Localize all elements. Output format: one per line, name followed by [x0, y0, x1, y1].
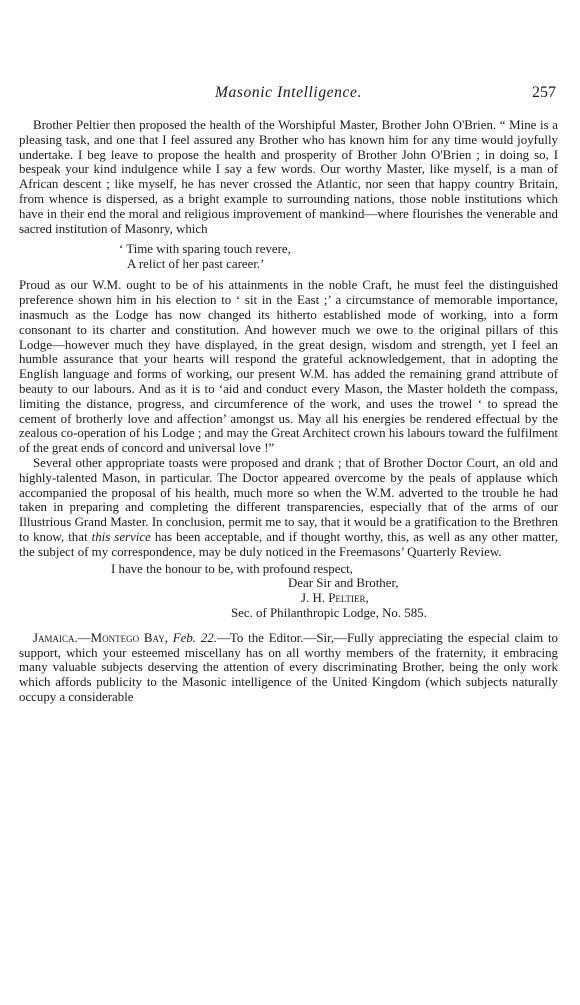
para3-text-b: has been acceptable, and if thought worthy, this, as well as any other matter, the subject of my correspondence, may be duly noticed in the Freemasons’ Quarterly Review. [19, 529, 558, 559]
closing-line-respect: I have the honour to be, with profound respect, [111, 561, 353, 576]
closing-line-salutation: Dear Sir and Brother, [288, 576, 399, 591]
letter-closing [19, 562, 558, 621]
verse-quote [19, 242, 558, 272]
paragraph-proud-as-our-wm: Proud as our W.M. ought to be of his attainments in the noble Craft, he must feel the distinguished preference shown him in his election to ‘ sit in the East ;’ a circumstance of memorable importance, inasmuch as the Lodge has now changed its hitherto established mode of working, into a form consonant to its charter and constitution. And however much we owe to the original pillars of this Lodge—however much they have displayed, in the great design, wisdom and strength, yet I feel an humble assurance that your hearts will respond the grateful acknowledgement, that in adopting the English language and forms of working, our present W.M. has added the remaining grand attribute of beauty to our labours. And as it is to ‘aid and conduct every Mason, the Master holdeth the compass, limiting the distance, progress, and circumference of the work, and uses the trowel ‘ to spread the cement of brotherly love and affection’ amongst us. May all his energies be rendered effectual by the zealous co-operation of his Lodge ; and may the Great Architect crown his labours toward the fulfilment of the great ends of concord and universal love !” [19, 278, 558, 456]
running-head [19, 84, 558, 106]
paragraph-toast-worshipful-master: Brother Peltier then proposed the health of the Worshipful Master, Brother John O'Brien. “ Mine is a pleasing task, and one that I feel assured any Brother who has known him for any time would joyfully undertake. I beg leave to propose the health and prosperity of Brother John O'Brien ; in doing so, I bespeak your kind indulgence while I say a few words. Our worthy Master, like myself, is a man of African descent ; like myself, he has never crossed the Atlantic, nor seen that happy country Britain, from whence is dispersed, as a bright example to surrounding nations, those noble institutions which have in their end the moral and religious improvement of mankind—where flourishes the venerable and sacred institution of Masonry, which [19, 118, 558, 236]
jamaica-text: —To the Editor.—Sir,—Fully appreciating the especial claim to support, which your esteemed miscellany has on all worthy members of the fraternity, it embracing many valuable subjects deserving the attention of every discriminating Brother, being the only work which affords publicity to the Masonic intelligence of the United Kingdom (which subjects naturally occupy a considerable [19, 630, 558, 704]
running-head-title: Masonic Intelligence. [215, 84, 362, 101]
paragraph-jamaica [19, 631, 558, 705]
para3-italic: this service [91, 529, 151, 544]
page-number: 257 [532, 84, 556, 101]
verse-line-2: A relict of her past career.’ [127, 257, 265, 272]
closing-signature-name: J. H. Peltier, [301, 591, 369, 606]
paragraph-other-toasts [19, 456, 558, 560]
para3-text-a: Several other appropriate toasts were proposed and drank ; that of Brother Doctor Court, an old and highly-talented Mason, in particular. The Doctor appeared overcome by the peals of applause which accompanied the proposal of his health, much more so when the W.M. adverted to the trouble he had taken in preparing and completing the different transparencies, especially that of the arms of our Illustrious Grand Master. In conclusion, permit me to say, that it would be a gratification to the Brethren to know, that [19, 455, 558, 544]
article-body [19, 118, 558, 705]
closing-line-position: Sec. of Philanthropic Lodge, No. 585. [231, 605, 427, 620]
jamaica-place: Jamaica.—Montego Bay, [33, 630, 168, 645]
jamaica-date: Feb. 22. [172, 630, 217, 645]
verse-line-1: ‘ Time with sparing touch revere, [119, 242, 291, 257]
